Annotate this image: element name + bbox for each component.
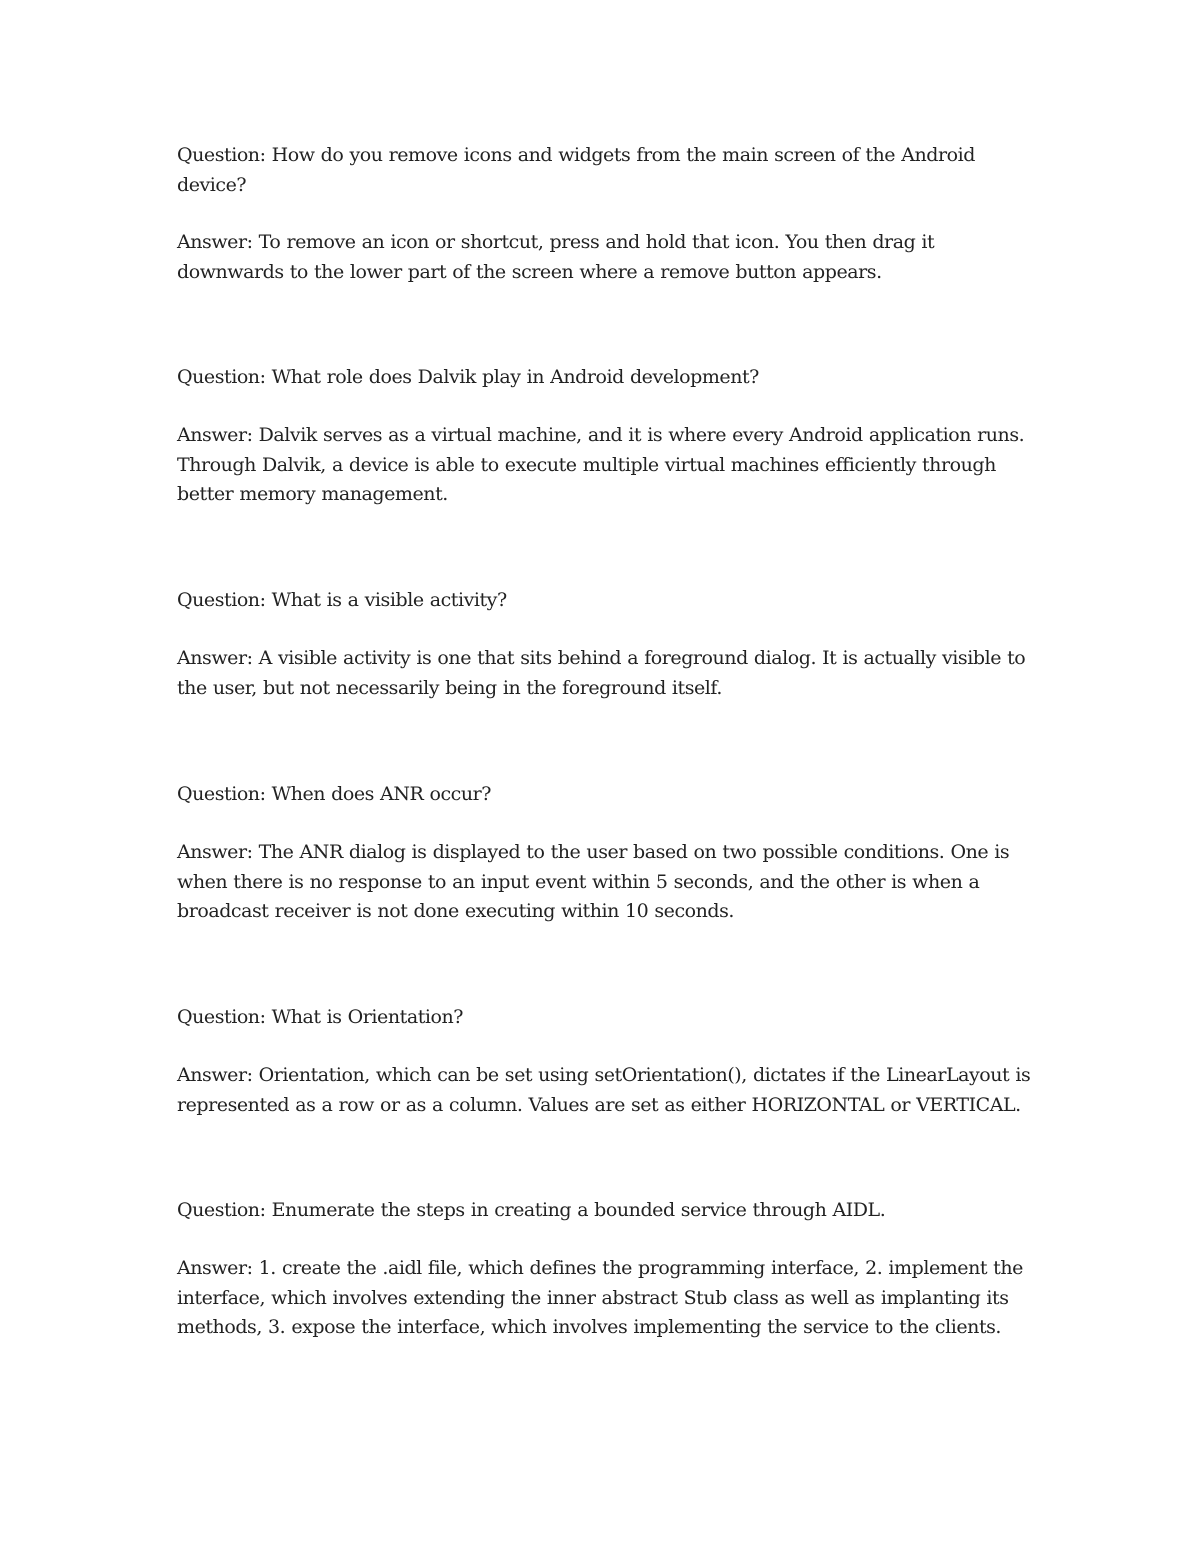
question-3: Question: What is a visible activity? [177, 589, 507, 611]
question-4: Question: When does ANR occur? [177, 783, 491, 805]
answer-4: Answer: The ANR dialog is displayed to the user based on two possible conditions. One is when there is no response to an input event within 5 seconds, and the other is when a broadcast receiver is not done executing within 10 seconds. [177, 841, 1010, 922]
question-5: Question: What is Orientation? [177, 1006, 464, 1028]
question-2: Question: What role does Dalvik play in Android development? [177, 366, 759, 388]
answer-1: Answer: To remove an icon or shortcut, press and hold that icon. You then drag it downwards to the lower part of the screen where a remove button appears. [177, 231, 935, 283]
answer-2: Answer: Dalvik serves as a virtual machine, and it is where every Android application runs. Through Dalvik, a device is able to execute multiple virtual machines efficiently through better memory management. [177, 424, 1025, 505]
question-6: Question: Enumerate the steps in creating a bounded service through AIDL. [177, 1199, 886, 1221]
question-1: Question: How do you remove icons and widgets from the main screen of the Android device? [177, 144, 975, 196]
answer-3: Answer: A visible activity is one that sits behind a foreground dialog. It is actually visible to the user, but not necessarily being in the foreground itself. [177, 647, 1026, 699]
answer-6: Answer: 1. create the .aidl file, which defines the programming interface, 2. implement the interface, which involves extending the inner abstract Stub class as well as implanting its methods, 3. expose the interface, which involves implementing the service to the clients. [177, 1257, 1023, 1338]
answer-5: Answer: Orientation, which can be set using setOrientation(), dictates if the LinearLayout is represented as a row or as a column. Values are set as either HORIZONTAL or VERTICAL. [177, 1064, 1031, 1116]
